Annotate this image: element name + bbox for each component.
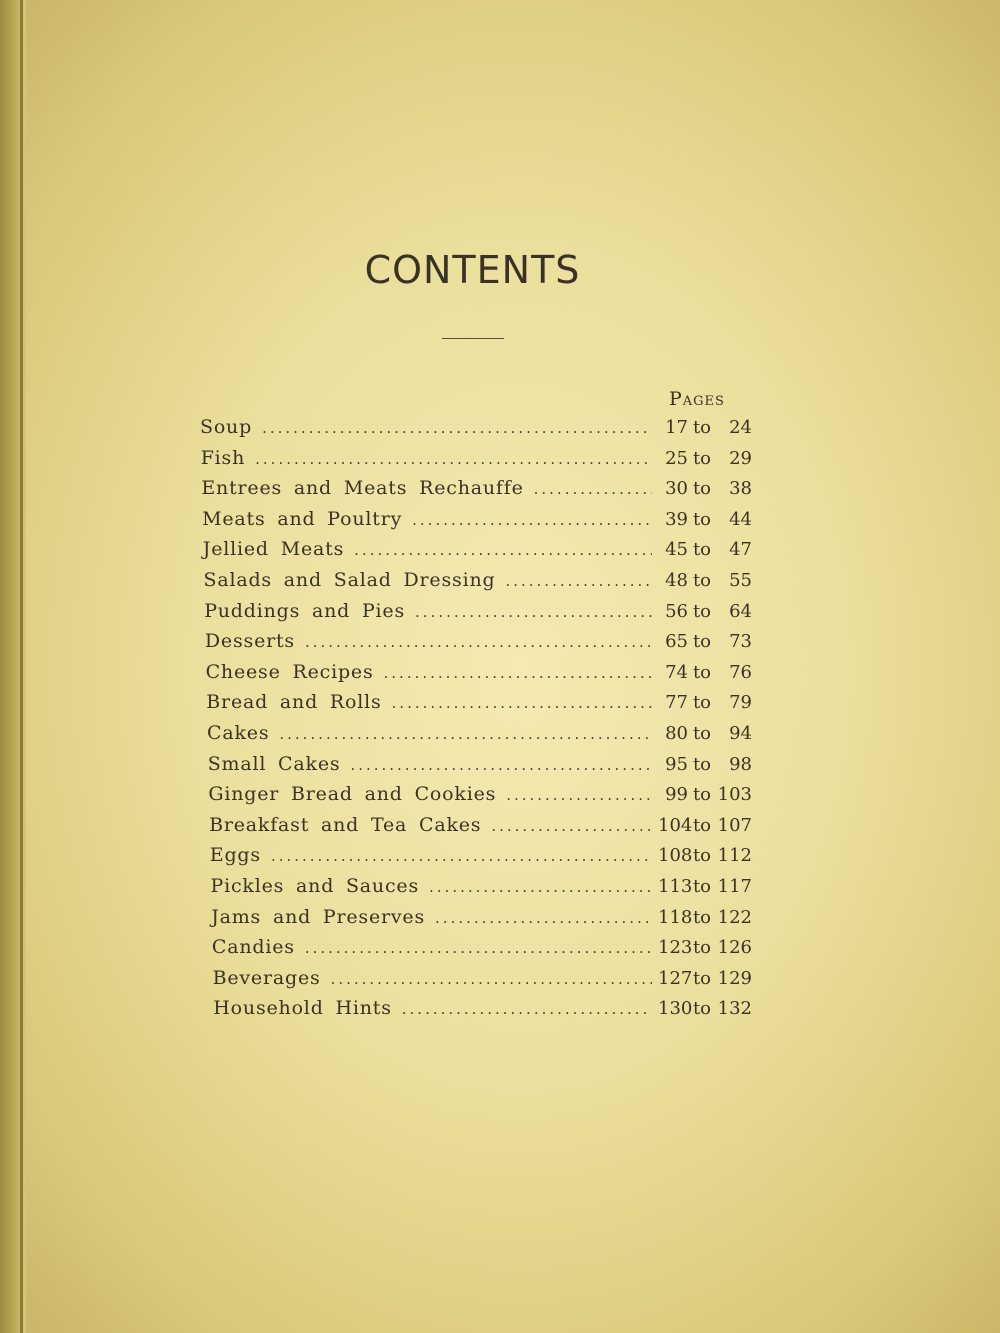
- dot-leader: [384, 664, 652, 682]
- page-from: 65: [665, 631, 688, 653]
- page-range: [658, 662, 752, 683]
- page-from: 25: [665, 447, 688, 469]
- dot-leader: [305, 633, 652, 651]
- toc-entry: [200, 814, 752, 845]
- page-to: 112: [717, 845, 752, 867]
- toc-entry: [200, 753, 752, 784]
- dot-leader: [415, 603, 652, 621]
- page-from: 45: [665, 539, 688, 561]
- page-from: 118: [658, 906, 693, 928]
- toc-entry-label: Salads and Salad Dressing: [203, 568, 496, 591]
- toc-entry-label: Small Cakes: [207, 752, 341, 775]
- range-to-word: to: [692, 998, 712, 1020]
- page-range: [658, 723, 752, 744]
- dot-leader: [534, 480, 652, 498]
- toc-entry: [200, 936, 752, 967]
- page-to: 122: [717, 906, 752, 928]
- dot-leader: [505, 572, 652, 590]
- toc-entry: [200, 722, 752, 753]
- page-from: 80: [665, 722, 688, 744]
- range-to-word: to: [692, 447, 712, 469]
- dot-leader: [429, 878, 652, 896]
- page-to: 38: [729, 478, 752, 500]
- page-range: [658, 876, 752, 897]
- range-to-word: to: [692, 539, 712, 561]
- toc-entry: [200, 691, 752, 722]
- toc-entry: [200, 477, 752, 508]
- toc-entry: [200, 538, 752, 569]
- toc-entry-label: Meats and Poultry: [202, 507, 403, 530]
- page-to: 94: [729, 722, 752, 744]
- page-from: 130: [658, 998, 693, 1020]
- dot-leader: [331, 970, 652, 988]
- page-from: 104: [658, 814, 693, 836]
- dot-leader: [305, 939, 652, 957]
- page-range: [658, 754, 752, 775]
- range-to-word: to: [692, 417, 712, 438]
- toc-entry-label: Beverages: [212, 966, 321, 989]
- page-range: [658, 570, 752, 591]
- toc-entry: [200, 447, 752, 478]
- range-to-word: to: [692, 875, 712, 897]
- pages-column-header: Pages: [669, 388, 725, 410]
- toc-entry: [200, 783, 752, 814]
- toc-entry: [200, 661, 752, 692]
- dot-leader: [350, 756, 652, 774]
- toc-entry-label: Jams and Preserves: [211, 905, 426, 928]
- page-to: 55: [729, 569, 752, 591]
- page-from: 127: [658, 967, 693, 989]
- range-to-word: to: [692, 722, 712, 744]
- page-range: [658, 845, 752, 866]
- page-from: 113: [658, 875, 693, 897]
- dot-leader: [506, 786, 652, 804]
- page-to: 79: [729, 692, 752, 714]
- toc-entry-label: Jellied Meats: [202, 538, 345, 561]
- dot-leader: [412, 511, 652, 529]
- page-range: [658, 968, 752, 989]
- page-range: [658, 631, 752, 652]
- range-to-word: to: [692, 478, 712, 500]
- page-to: 76: [729, 661, 752, 683]
- page-range: [658, 692, 752, 713]
- page-from: 95: [665, 753, 688, 775]
- page-from: 17: [665, 417, 688, 438]
- page-to: 98: [729, 753, 752, 775]
- page-range: [658, 937, 752, 958]
- toc-entry: [200, 416, 752, 447]
- dot-leader: [271, 847, 652, 865]
- range-to-word: to: [692, 600, 712, 622]
- dot-leader: [435, 909, 652, 927]
- page-range: [658, 417, 752, 438]
- range-to-word: to: [692, 569, 712, 591]
- page-to: 44: [729, 508, 752, 530]
- dot-leader: [354, 541, 652, 559]
- range-to-word: to: [692, 906, 712, 928]
- dot-leader: [262, 419, 652, 437]
- range-to-word: to: [692, 967, 712, 989]
- range-to-word: to: [692, 937, 712, 959]
- toc-entry: [200, 906, 752, 937]
- page-to: 103: [717, 784, 752, 806]
- dot-leader: [392, 694, 652, 712]
- page-range: [658, 815, 752, 836]
- page-to: 64: [729, 600, 752, 622]
- page-range: [658, 907, 752, 928]
- range-to-word: to: [692, 631, 712, 653]
- dot-leader: [255, 450, 652, 468]
- page-range: [658, 478, 752, 499]
- toc-entry-label: Candies: [211, 936, 295, 959]
- toc-entry-label: Soup: [200, 416, 253, 438]
- range-to-word: to: [692, 845, 712, 867]
- page-from: 39: [665, 508, 688, 530]
- page-to: 107: [717, 814, 752, 836]
- toc-entry-label: Fish: [200, 446, 246, 469]
- page-to: 117: [717, 875, 752, 897]
- toc-entry-label: Desserts: [204, 630, 295, 653]
- range-to-word: to: [692, 661, 712, 683]
- page-to: 132: [717, 998, 752, 1020]
- page-to: 126: [717, 937, 752, 959]
- toc-entry: [200, 508, 752, 539]
- toc-entry-label: Cakes: [207, 721, 270, 744]
- toc-entry-label: Breakfast and Tea Cakes: [209, 813, 482, 836]
- page-from: 77: [665, 692, 688, 714]
- page-from: 56: [665, 600, 688, 622]
- page-from: 48: [665, 569, 688, 591]
- toc-entry-label: Pickles and Sauces: [210, 874, 420, 897]
- toc-entry: [200, 569, 752, 600]
- toc-entry-label: Cheese Recipes: [205, 660, 374, 683]
- page-from: 108: [658, 845, 693, 867]
- toc-entry-label: Bread and Rolls: [206, 691, 382, 714]
- dot-leader: [402, 1000, 652, 1018]
- range-to-word: to: [692, 784, 712, 806]
- toc-entry: [200, 844, 752, 875]
- range-to-word: to: [692, 814, 712, 836]
- page-from: 99: [665, 784, 688, 806]
- table-of-contents: [200, 416, 752, 1028]
- toc-entry: [200, 600, 752, 631]
- toc-entry-label: Household Hints: [213, 997, 392, 1020]
- spine-fold-line: [20, 0, 23, 1333]
- title-divider: [442, 338, 504, 339]
- page-from: 123: [658, 937, 693, 959]
- toc-entry-label: Ginger Bread and Cookies: [208, 783, 497, 806]
- page-to: 29: [729, 447, 752, 469]
- dot-leader: [491, 817, 652, 835]
- range-to-word: to: [692, 508, 712, 530]
- toc-entry: [200, 997, 752, 1028]
- page-range: [658, 601, 752, 622]
- page-title: CONTENTS: [364, 248, 581, 292]
- page-to: 73: [729, 631, 752, 653]
- page-to: 129: [717, 967, 752, 989]
- page-from: 30: [665, 478, 688, 500]
- page-to: 24: [729, 417, 752, 438]
- page-range: [658, 784, 752, 805]
- toc-entry: [200, 630, 752, 661]
- toc-entry: [200, 875, 752, 906]
- page-range: [658, 998, 752, 1019]
- page-range: [658, 539, 752, 560]
- page-from: 74: [665, 661, 688, 683]
- toc-entry-label: Puddings and Pies: [204, 599, 406, 622]
- toc-entry-label: Eggs: [209, 844, 261, 867]
- toc-entry: [200, 967, 752, 998]
- range-to-word: to: [692, 692, 712, 714]
- page-to: 47: [729, 539, 752, 561]
- page-range: [658, 448, 752, 469]
- page-range: [658, 509, 752, 530]
- dot-leader: [279, 725, 652, 743]
- toc-entry-label: Entrees and Meats Rechauffe: [201, 477, 524, 500]
- range-to-word: to: [692, 753, 712, 775]
